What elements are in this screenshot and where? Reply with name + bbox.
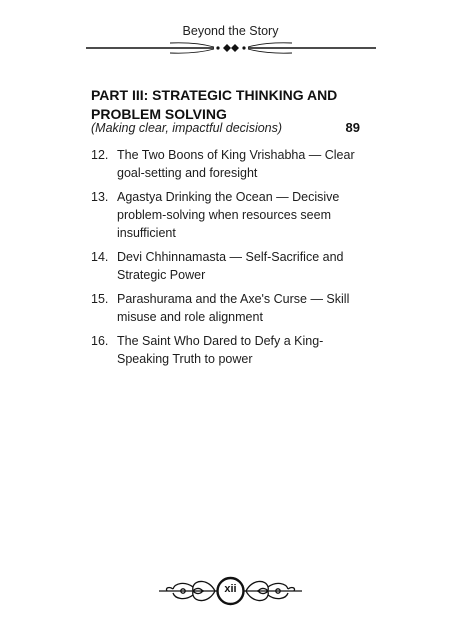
toc-entry-number: 16.	[91, 334, 109, 348]
part-subtitle: (Making clear, impactful decisions)	[91, 121, 283, 135]
toc-entry-number: 12.	[91, 148, 109, 162]
footer-page-number: xii	[224, 583, 237, 595]
toc-entry-title: The Saint Who Dared to Defy a King-Speaking Truth to power	[117, 334, 324, 366]
toc-entry-number: 15.	[91, 292, 109, 306]
toc-entry	[91, 248, 366, 284]
toc-entry	[91, 332, 366, 368]
toc-entry-number: 14.	[91, 250, 109, 264]
toc-entry	[91, 146, 366, 182]
running-header: Beyond the Story	[182, 24, 279, 38]
toc-entry-title: Parashurama and the Axe's Curse — Skill misuse and role alignment	[117, 292, 350, 324]
part-page-number: 89	[345, 120, 360, 135]
toc-entry-title: Devi Chhinnamasta — Self-Sacrifice and Strategic Power	[117, 250, 344, 282]
toc-list	[91, 146, 366, 374]
part-heading: PART III: STRATEGIC THINKING AND PROBLEM SOLVING	[91, 87, 338, 122]
toc-entry-title: The Two Boons of King Vrishabha — Clear goal-setting and foresight	[117, 148, 355, 180]
toc-entry-title: Agastya Drinking the Ocean — Decisive problem-solving when resources seem insufficient	[117, 190, 340, 240]
part-subtitle-row	[91, 121, 360, 139]
toc-entry	[91, 188, 366, 242]
header-ornament-rule	[86, 41, 376, 55]
toc-entry	[91, 290, 366, 326]
toc-entry-number: 13.	[91, 190, 109, 204]
